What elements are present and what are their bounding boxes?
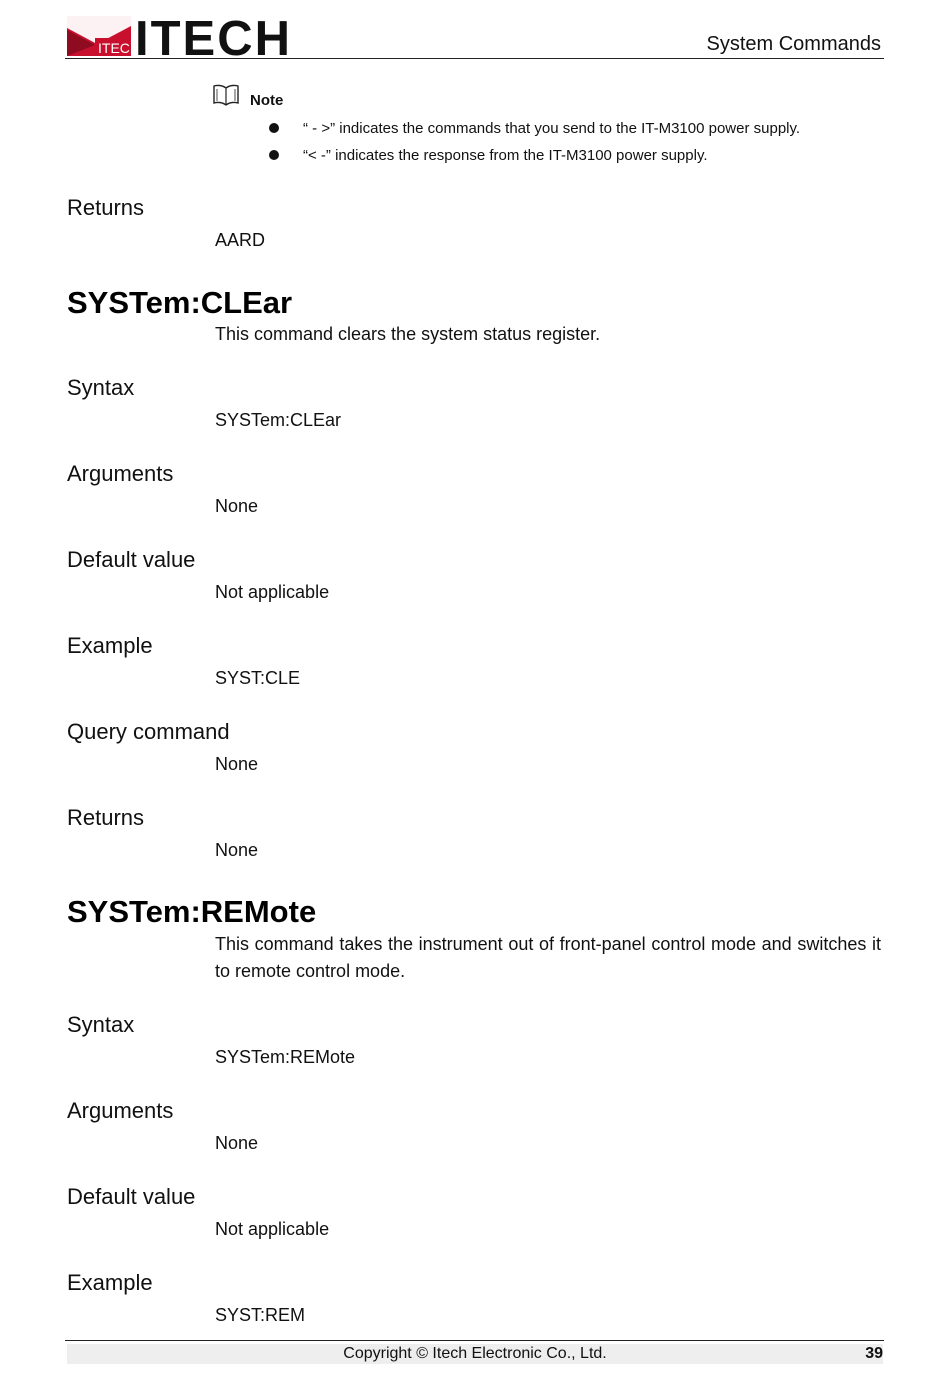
query-command-value: None bbox=[215, 754, 259, 774]
example-value: SYST:REM bbox=[215, 1305, 306, 1325]
arguments-label: Arguments bbox=[67, 461, 174, 486]
example-label: Example bbox=[67, 633, 153, 658]
itech-logo bbox=[67, 14, 299, 58]
logo-main-text: ITECH bbox=[135, 14, 292, 58]
logo-small-text: ITECH bbox=[98, 40, 140, 56]
query-command-label: Query command bbox=[67, 719, 230, 744]
remote-description: This command takes the instrument out of front-panel control mode and switches it to remote control mode. bbox=[215, 934, 881, 981]
command-title-remote: SYSTem:REMote bbox=[67, 894, 317, 929]
note-item: “< -” indicates the response from the IT-M3100 power supply. bbox=[303, 147, 708, 164]
arguments-label: Arguments bbox=[67, 1098, 174, 1123]
footer-copyright: Copyright © Itech Electronic Co., Ltd. bbox=[343, 1345, 607, 1362]
default-value-label: Default value bbox=[67, 1184, 196, 1209]
returns-value: AARD bbox=[215, 230, 266, 250]
clear-description: This command clears the system status register. bbox=[215, 324, 601, 344]
returns-label: Returns bbox=[67, 805, 145, 830]
note-item: “ - >” indicates the commands that you send to the IT-M3100 power supply. bbox=[303, 120, 801, 137]
default-value: Not applicable bbox=[215, 582, 330, 602]
bullet-icon bbox=[269, 123, 279, 133]
book-icon bbox=[213, 84, 239, 106]
syntax-label: Syntax bbox=[67, 375, 135, 400]
syntax-value: SYSTem:REMote bbox=[215, 1047, 356, 1067]
bullet-icon bbox=[269, 150, 279, 160]
returns-label: Returns bbox=[67, 195, 145, 220]
default-value-label: Default value bbox=[67, 547, 196, 572]
note-label: Note bbox=[250, 92, 284, 109]
example-value: SYST:CLE bbox=[215, 668, 301, 688]
arguments-value: None bbox=[215, 496, 259, 516]
returns-value: None bbox=[215, 840, 259, 860]
arguments-value: None bbox=[215, 1133, 259, 1153]
header-title: System Commands bbox=[706, 33, 881, 55]
syntax-value: SYSTem:CLEar bbox=[215, 410, 342, 430]
page-number: 39 bbox=[865, 1345, 883, 1362]
header-divider bbox=[65, 58, 884, 59]
footer-divider bbox=[65, 1340, 884, 1341]
example-label: Example bbox=[67, 1270, 153, 1295]
syntax-label: Syntax bbox=[67, 1012, 135, 1037]
default-value: Not applicable bbox=[215, 1219, 330, 1239]
command-title-clear: SYSTem:CLEar bbox=[67, 285, 293, 320]
